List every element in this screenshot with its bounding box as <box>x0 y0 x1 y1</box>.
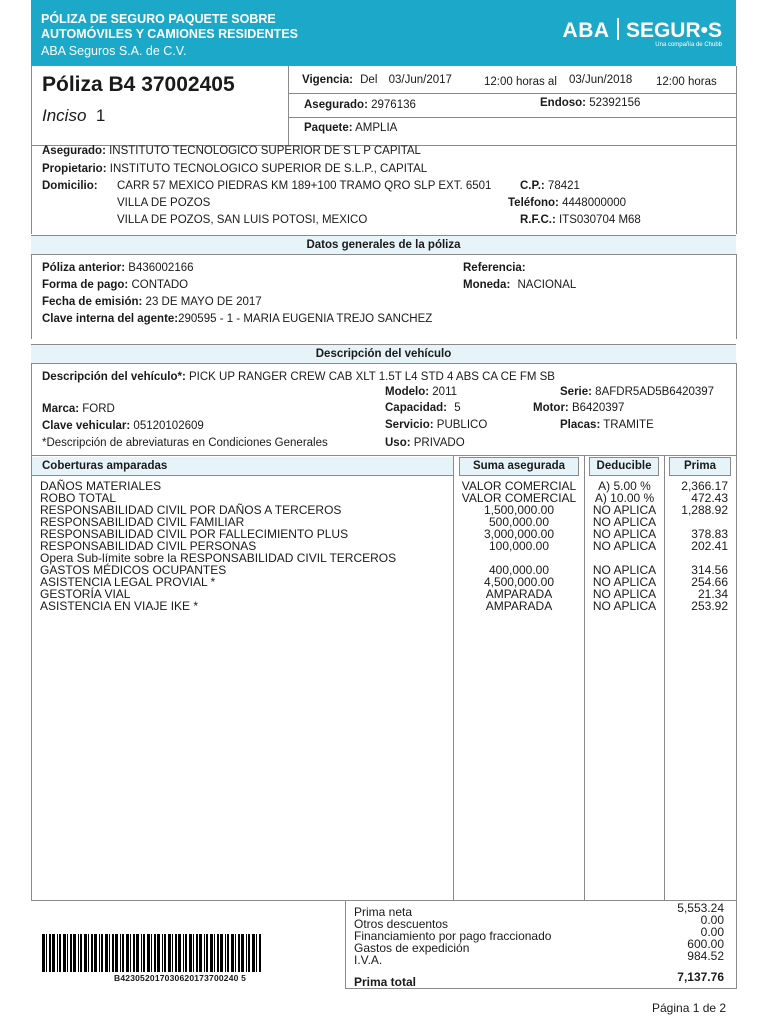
coverage-prima: 253.92 <box>691 599 728 613</box>
modelo <box>385 386 457 398</box>
coverage-name: RESPONSABILIDAD CIVIL POR FALLECIMIENTO PLUS <box>40 527 349 541</box>
poliza-anterior-label: Póliza anterior: <box>42 262 126 274</box>
insured-asegurado-label: Asegurado: <box>42 145 106 157</box>
fecha-emision <box>42 296 262 308</box>
forma-pago-label: Forma de pago: <box>42 279 129 291</box>
vigencia-mid: 12:00 horas al <box>484 76 557 88</box>
placas-label: Placas: <box>560 419 601 431</box>
referencia-label: Referencia: <box>463 262 526 274</box>
clave-agente-label: Clave interna del agente: <box>42 313 179 325</box>
insured-asegurado-value: INSTITUTO TECNOLOGICO SUPERIOR DE S L P CAPITAL <box>109 145 421 157</box>
policy-number-title: Póliza B4 37002405 <box>42 73 235 96</box>
logo-seguros: SEGUR•S <box>625 19 722 42</box>
coverage-deducible: NO APLICA <box>592 563 657 577</box>
coverage-name: RESPONSABILIDAD CIVIL PERSONAS <box>40 539 257 553</box>
vehicle-description <box>42 371 555 383</box>
placas <box>560 419 654 431</box>
uso-label: Uso: <box>385 437 411 449</box>
fecha-emision-label: Fecha de emisión: <box>42 296 143 308</box>
barcode <box>42 934 262 972</box>
total-label: Otros descuentos <box>354 917 449 931</box>
document-title-line2: AUTOMÓVILES Y CAMIONES RESIDENTES <box>41 27 298 41</box>
poliza-anterior <box>42 262 194 274</box>
coverage-suma: AMPARADA <box>485 599 553 613</box>
vehicle-heading: Descripción del vehículo <box>31 344 736 364</box>
coverage-name: RESPONSABILIDAD CIVIL FAMILIAR <box>40 515 245 529</box>
coverage-prima: 2,366.17 <box>681 479 728 493</box>
fecha-emision-value: 23 DE MAYO DE 2017 <box>145 296 262 308</box>
uso <box>385 437 465 449</box>
total-label: Prima neta <box>354 905 413 919</box>
coverage-header-prima: Prima <box>669 457 731 476</box>
modelo-value: 2011 <box>432 386 458 398</box>
rfc-value: ITS030704 M68 <box>558 214 641 226</box>
total-value: 0.00 <box>700 925 724 939</box>
cp-value: 78421 <box>547 180 580 192</box>
total-label: Gastos de expedición <box>354 941 470 955</box>
uso-value: PRIVADO <box>413 437 465 449</box>
coverage-prima: 1,288.92 <box>681 503 728 517</box>
vigencia-del: Del <box>360 74 378 86</box>
cp-label: C.P.: <box>520 180 545 192</box>
coverage-suma: 500,000.00 <box>488 515 550 529</box>
logo-aba: ABA <box>562 19 610 42</box>
domicilio-line1: CARR 57 MEXICO PIEDRAS KM 189+100 TRAMO QRO SLP EXT. 6501 <box>117 180 492 192</box>
coverage-deducible: NO APLICA <box>592 599 657 613</box>
aba-seguros-logo <box>563 18 722 48</box>
coverage-name: DAÑOS MATERIALES <box>40 479 162 493</box>
logo-tagline: Una compañía de Chubb <box>655 42 722 48</box>
servicio-label: Servicio: <box>385 419 434 431</box>
coverage-prima: 254.66 <box>691 575 728 589</box>
coverage-header-cell <box>32 457 453 476</box>
company-name: ABA Seguros S.A. de C.V. <box>41 44 187 58</box>
coverage-name: ASISTENCIA EN VIAJE IKE * <box>40 599 199 613</box>
coverage-deducible: NO APLICA <box>592 503 657 517</box>
clave-vehicular-label: Clave vehicular: <box>42 420 131 432</box>
serie-label: Serie: <box>560 386 592 398</box>
propietario <box>42 163 427 175</box>
coverage-deducible: NO APLICA <box>592 527 657 541</box>
telefono <box>508 197 626 209</box>
paquete-label: Paquete: <box>304 122 353 134</box>
clave-vehicular-value: 05120102609 <box>133 420 204 432</box>
propietario-label: Propietario: <box>42 163 107 175</box>
marca-label: Marca: <box>42 403 80 415</box>
clave-agente-value: 290595 - 1 - MARIA EUGENIA TREJO SANCHEZ <box>178 313 433 325</box>
coverage-suma: VALOR COMERCIAL <box>461 479 577 493</box>
clave-agente <box>42 313 432 325</box>
endoso-value: 52392156 <box>589 97 641 109</box>
vigencia-row <box>302 74 452 86</box>
inciso-value: 1 <box>95 106 106 125</box>
vehicle-description-value: PICK UP RANGER CREW CAB XLT 1.5T L4 STD 4 ABS CA CE FM SB <box>189 371 555 383</box>
logo-divider <box>617 18 619 40</box>
domicilio-line3: VILLA DE POZOS, SAN LUIS POTOSI, MEXICO <box>117 214 368 226</box>
total-label: I.V.A. <box>354 953 383 967</box>
header-banner <box>31 0 736 66</box>
capacidad <box>385 402 461 414</box>
endoso-row <box>540 97 640 109</box>
forma-pago <box>42 279 188 291</box>
marca-value: FORD <box>82 403 115 415</box>
rfc-label: R.F.C.: <box>520 214 556 226</box>
motor <box>533 402 624 414</box>
domicilio-label: Domicilio: <box>42 180 98 192</box>
barcode-bars <box>42 934 262 972</box>
modelo-label: Modelo: <box>385 386 430 398</box>
barcode-text: B423052017030620173700240 5 <box>114 973 247 983</box>
total-label: Financiamiento por pago fraccionado <box>354 929 552 943</box>
telefono-value: 4448000000 <box>562 197 627 209</box>
coverage-header-deducible: Deducible <box>589 457 659 476</box>
total-value: 0.00 <box>700 913 724 927</box>
moneda-value: NACIONAL <box>517 279 577 291</box>
coverage-suma: 400,000.00 <box>488 563 550 577</box>
abbreviations-note: *Descripción de abreviaturas en Condiciones Generales <box>42 437 328 449</box>
coverage-name: GESTORÍA VIAL <box>40 587 131 601</box>
servicio <box>385 419 487 431</box>
poliza-anterior-value: B436002166 <box>128 262 194 274</box>
inciso <box>42 106 105 126</box>
vigencia-end: 12:00 horas <box>656 76 717 88</box>
capacidad-label: Capacidad: <box>385 402 447 414</box>
total-value: 5,553.24 <box>677 901 724 915</box>
vigencia-from: 03/Jun/2017 <box>388 74 452 86</box>
prima-total-label: Prima total <box>354 975 417 989</box>
asegurado-row <box>304 99 416 111</box>
coverage-name: Opera Sub-límite sobre la RESPONSABILIDAD CIVIL TERCEROS <box>40 551 397 565</box>
rfc <box>520 214 641 226</box>
motor-value: B6420397 <box>571 402 625 414</box>
page-number: Página 1 de 2 <box>652 1001 727 1015</box>
insured-asegurado <box>42 145 421 157</box>
coverage-prima: 472.43 <box>691 491 728 505</box>
moneda-label: Moneda: <box>463 279 511 291</box>
coverage-name: ASISTENCIA LEGAL PROVIAL * <box>40 575 216 589</box>
vigencia-label: Vigencia: <box>302 74 353 86</box>
coverage-prima: 202.41 <box>691 539 728 553</box>
serie <box>560 386 714 398</box>
coverage-deducible: A) 5.00 % <box>598 479 651 493</box>
servicio-value: PUBLICO <box>436 419 488 431</box>
total-value: 984.52 <box>687 949 724 963</box>
serie-value: 8AFDR5AD5B6420397 <box>595 386 715 398</box>
cp <box>520 180 580 192</box>
coverage-header-name: Coberturas amparadas <box>42 460 168 472</box>
coverage-suma: VALOR COMERCIAL <box>461 491 577 505</box>
vehicle-description-label: Descripción del vehículo*: <box>42 371 186 383</box>
coverage-deducible: NO APLICA <box>592 575 657 589</box>
general-data-heading: Datos generales de la póliza <box>31 235 736 255</box>
coverage-suma: 100,000.00 <box>488 539 550 553</box>
marca <box>42 403 115 415</box>
total-value: 600.00 <box>687 937 724 951</box>
coverage-deducible: NO APLICA <box>592 515 657 529</box>
clave-vehicular <box>42 420 204 432</box>
paquete-value: AMPLIA <box>355 122 398 134</box>
placas-value: TRAMITE <box>603 419 654 431</box>
coverage-name: ROBO TOTAL <box>40 491 117 505</box>
coverage-deducible: NO APLICA <box>592 587 657 601</box>
coverage-prima: 378.83 <box>691 527 728 541</box>
document-title-line1: PÓLIZA DE SEGURO PAQUETE SOBRE <box>41 12 276 26</box>
endoso-label: Endoso: <box>540 97 586 109</box>
inciso-label: Inciso <box>42 106 87 125</box>
propietario-value: INSTITUTO TECNOLOGICO SUPERIOR DE S.L.P., CAPITAL <box>109 163 428 175</box>
motor-label: Motor: <box>533 402 569 414</box>
coverage-suma: 1,500,000.00 <box>483 503 555 517</box>
coverage-prima: 314.56 <box>691 563 728 577</box>
coverage-name: RESPONSABILIDAD CIVIL POR DAÑOS A TERCEROS <box>40 503 342 517</box>
moneda <box>463 279 576 291</box>
coverage-deducible: A) 10.00 % <box>594 491 655 505</box>
prima-total-value: 7,137.76 <box>677 970 724 984</box>
capacidad-value: 5 <box>454 402 461 414</box>
forma-pago-value: CONTADO <box>131 279 189 291</box>
coverage-suma: AMPARADA <box>485 587 553 601</box>
coverage-suma: 3,000,000.00 <box>483 527 555 541</box>
paquete-row <box>304 122 397 134</box>
coverage-header-suma: Suma asegurada <box>459 457 579 476</box>
coverage-deducible: NO APLICA <box>592 539 657 553</box>
domicilio-line2: VILLA DE POZOS <box>117 197 211 209</box>
telefono-label: Teléfono: <box>508 197 559 209</box>
vigencia-to: 03/Jun/2018 <box>569 74 633 86</box>
policy-asegurado-label: Asegurado: <box>304 99 368 111</box>
policy-asegurado-value: 2976136 <box>371 99 416 111</box>
coverage-suma: 4,500,000.00 <box>483 575 555 589</box>
coverage-prima: 21.34 <box>697 587 728 601</box>
referencia <box>463 262 526 274</box>
coverage-name: GASTOS MÉDICOS OCUPANTES <box>40 563 227 577</box>
